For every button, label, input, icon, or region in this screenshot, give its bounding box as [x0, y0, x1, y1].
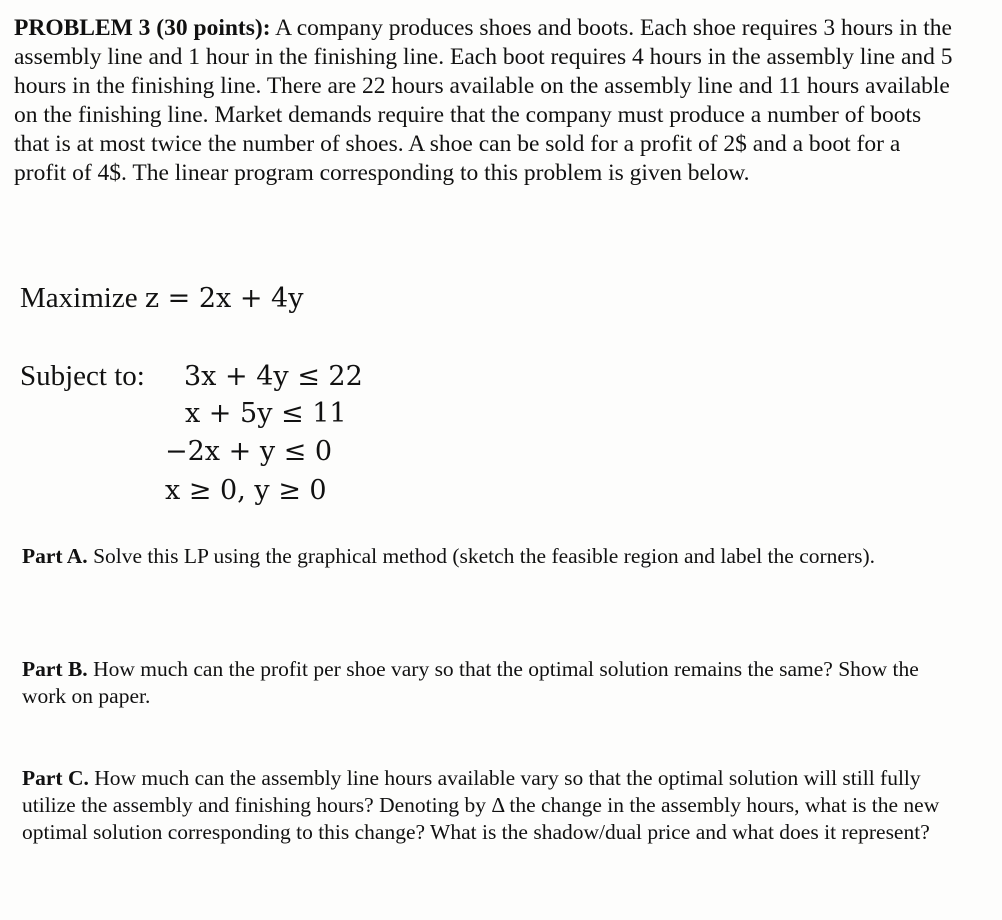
part-b	[22, 656, 956, 710]
part-c	[22, 765, 956, 846]
constraint-demand: −2x + y ≤ 0	[165, 436, 333, 467]
subject-to-label: Subject to:	[20, 360, 145, 392]
part-b-text: How much can the profit per shoe vary so that the optimal solution remains the same? Show the work on paper.	[22, 657, 919, 708]
constraints-label	[20, 360, 145, 393]
part-a-label: Part A.	[22, 544, 88, 568]
objective-expression: z = 2x + 4y	[144, 283, 304, 314]
problem-statement	[14, 14, 954, 188]
part-c-text: How much can the assembly line hours available vary so that the optimal solution will still fully utilize the assembly and finishing hours? Denoting by Δ the change in the assembly hours, what is the new optimal solution corresponding to this change? What is the shadow/dual price and what does it represent?	[22, 766, 940, 844]
objective-label: Maximize	[20, 282, 138, 314]
objective-function	[20, 282, 303, 315]
problem-heading: PROBLEM 3 (30 points):	[14, 15, 271, 41]
constraint-assembly: 3x + 4y ≤ 22	[184, 361, 363, 392]
part-b-label: Part B.	[22, 657, 88, 681]
part-a	[22, 543, 956, 570]
constraint-finishing: x + 5y ≤ 11	[185, 398, 347, 429]
part-a-text: Solve this LP using the graphical method (sketch the feasible region and label the corners).	[93, 544, 875, 568]
problem-intro-text: A company produces shoes and boots. Each shoe requires 3 hours in the assembly line and 1 hour in the finishing line. Each boot requires 4 hours in the assembly line and 5 hours in the finishing line. There are 22 hours available on the assembly line and 11 hours available on the finishing line. Market demands require that the company must produce a number of boots that is at most twice the number of shoes. A shoe can be sold for a profit of 2$ and a boot for a profit of 4$. The linear program corresponding to this problem is given below.	[14, 15, 953, 186]
part-c-label: Part C.	[22, 766, 89, 790]
constraint-nonnegativity: x ≥ 0, y ≥ 0	[165, 475, 327, 506]
